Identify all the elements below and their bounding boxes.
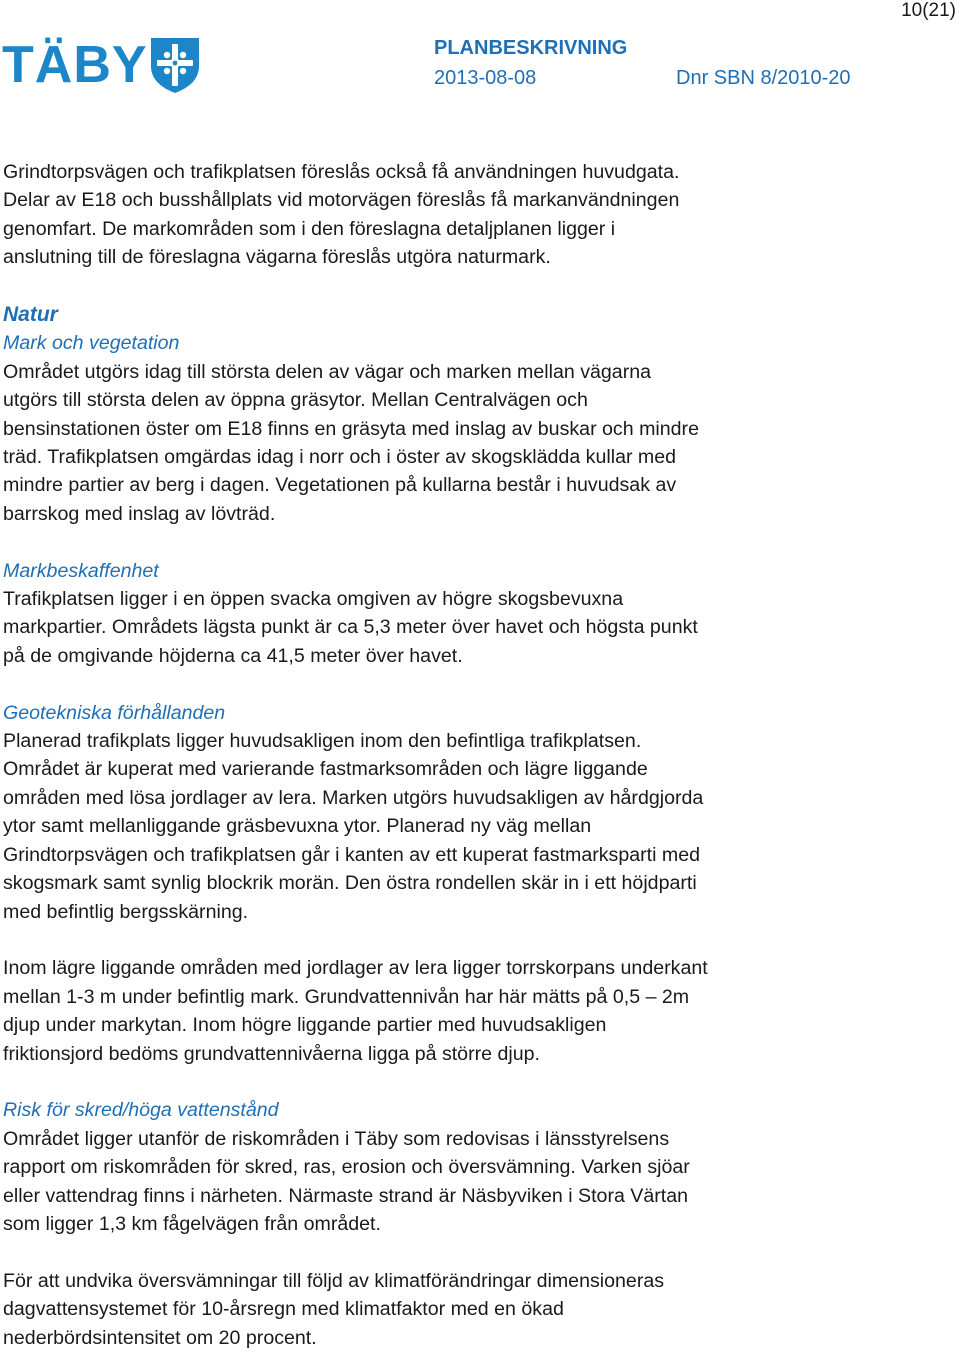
text-line: Området ligger utanför de riskområden i Täby som redovisas i länsstyrelsens — [3, 1127, 670, 1150]
document-date: 2013-08-08 — [434, 67, 537, 89]
text-line: som ligger 1,3 km fågelvägen från området. — [3, 1212, 381, 1235]
subheading-markbeskaffenhet: Markbeskaffenhet — [3, 559, 159, 582]
text-line: Planerad trafikplats ligger huvudsakligen inom den befintliga trafikplatsen. — [3, 730, 642, 753]
text-line: Området är kuperat med varierande fastmarksområden och lägre liggande — [3, 758, 648, 781]
text-line: rapport om riskområden för skred, ras, erosion och översvämning. Varken sjöar — [3, 1156, 690, 1179]
text-line: Delar av E18 och busshållplats vid motorvägen föreslås få markanvändningen — [3, 189, 680, 212]
subheading-geotekniska-forhallanden: Geotekniska förhållanden — [3, 701, 226, 724]
text-line: friktionsjord bedöms grundvattennivåerna ligga på större djup. — [3, 1042, 540, 1065]
text-line: områden med lösa jordlager av lera. Marken utgörs huvudsakligen av hårdgjorda — [3, 786, 704, 809]
text-line: dagvattensystemet för 10-årsregn med klimatfaktor med en ökad — [3, 1298, 564, 1321]
paragraph-geoteknik-2 — [3, 954, 953, 1068]
text-line: nederbördsintensitet om 20 procent. — [3, 1326, 317, 1349]
page-number: 10(21) — [901, 0, 956, 21]
text-line: barrskog med inslag av lövträd. — [3, 502, 276, 525]
paragraph-risk-1 — [3, 1125, 953, 1239]
paragraph-risk-2 — [3, 1267, 953, 1352]
section-title-natur: Natur — [3, 303, 58, 327]
document-body — [3, 158, 953, 1352]
shield-icon — [149, 36, 201, 94]
text-line: mellan 1-3 m under befintlig mark. Grundvattennivån har här mätts på 0,5 – 2m — [3, 985, 690, 1008]
subheading-mark-och-vegetation: Mark och vegetation — [3, 332, 180, 355]
intro-paragraph — [3, 158, 953, 272]
text-line: ytor samt mellanliggande gräsbevuxna ytor. Planerad ny väg mellan — [3, 815, 592, 838]
text-line: bensinstationen öster om E18 finns en gräsyta med inslag av buskar och mindre — [3, 417, 699, 440]
text-line: eller vattendrag finns i närheten. Närmaste strand är Näsbyviken i Stora Värtan — [3, 1184, 689, 1207]
text-line: markpartier. Områdets lägsta punkt är ca 5,3 meter över havet och högsta punkt — [3, 616, 698, 639]
text-line: skogsmark samt synlig blockrik morän. Den östra rondellen skär in i ett höjdparti — [3, 872, 697, 895]
text-line: anslutning till de föreslagna vägarna föreslås utgöra naturmark. — [3, 246, 551, 269]
text-line: träd. Trafikplatsen omgärdas idag i norr och i öster av skogsklädda kullar med — [3, 446, 677, 469]
text-line: genomfart. De markområden som i den föreslagna detaljplanen ligger i — [3, 217, 616, 240]
text-line: Grindtorpsvägen och trafikplatsen föreslås också få användningen huvudgata. — [3, 161, 680, 183]
text-line: på de omgivande höjderna ca 41,5 meter över havet. — [3, 644, 463, 667]
text-line: Trafikplatsen ligger i en öppen svacka omgiven av högre skogsbevuxna — [3, 588, 624, 611]
text-line: utgörs till största delen av öppna gräsytor. Mellan Centralvägen och — [3, 389, 588, 412]
text-line: Inom lägre liggande områden med jordlager av lera ligger torrskorpans underkant — [3, 957, 708, 980]
paragraph-mark-och-vegetation — [3, 358, 953, 528]
paragraph-markbeskaffenhet — [3, 585, 953, 670]
text-line: Grindtorpsvägen och trafikplatsen går i kanten av ett kuperat fastmarksparti med — [3, 843, 701, 866]
text-line: För att undvika översvämningar till följd av klimatförändringar dimensioneras — [3, 1269, 665, 1292]
text-line: mindre partier av berg i dagen. Vegetationen på kullarna består i huvudsak av — [3, 474, 677, 497]
document-type: PLANBESKRIVNING — [434, 37, 628, 59]
document-number: Dnr SBN 8/2010-20 — [676, 67, 851, 89]
text-line: djup under markytan. Inom högre liggande partier med huvudsakligen — [3, 1014, 607, 1037]
subheading-risk-for-skred: Risk för skred/höga vattenstånd — [3, 1099, 279, 1122]
text-line: Området utgörs idag till största delen av vägar och marken mellan vägarna — [3, 360, 652, 383]
text-line: med befintlig bergsskärning. — [3, 900, 249, 923]
paragraph-geoteknik-1 — [3, 727, 953, 926]
logo-text: TÄBY — [2, 36, 148, 94]
